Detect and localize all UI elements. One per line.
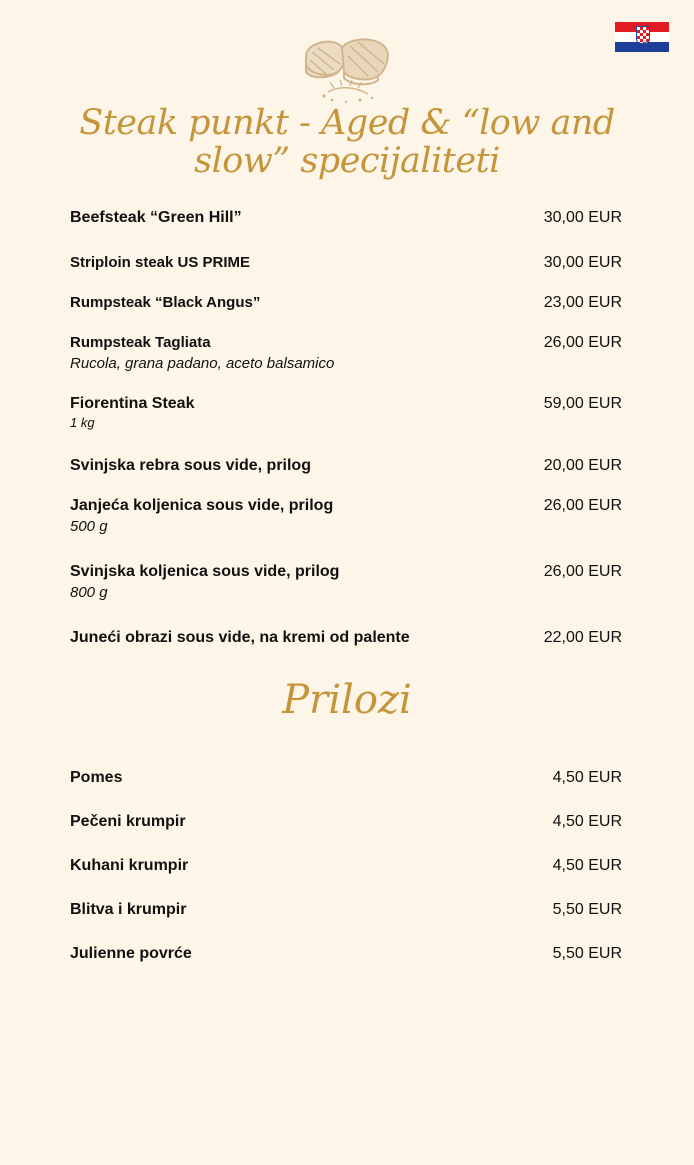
list-item <box>70 628 622 648</box>
item-price: 26,00 EUR <box>543 497 622 514</box>
item-price: 5,50 EUR <box>552 945 622 962</box>
item-price: 22,00 EUR <box>543 629 622 646</box>
list-item <box>70 394 622 432</box>
item-name: Rumpsteak “Black Angus” <box>70 294 261 311</box>
item-name: Pomes <box>70 769 123 786</box>
item-price: 23,00 EUR <box>543 294 622 311</box>
list-item <box>70 768 622 788</box>
item-price: 26,00 EUR <box>543 334 622 351</box>
item-price: 4,50 EUR <box>552 769 622 786</box>
item-description: Rucola, grana padano, aceto balsamico <box>70 355 335 372</box>
item-description: 1 kg <box>70 415 95 430</box>
list-item <box>70 293 622 313</box>
item-name: Janjeća koljenica sous vide, prilog <box>70 497 334 514</box>
item-name: Kuhani krumpir <box>70 857 189 874</box>
item-price: 30,00 EUR <box>543 209 622 226</box>
list-item <box>70 562 622 604</box>
item-price: 4,50 EUR <box>552 857 622 874</box>
item-price: 4,50 EUR <box>552 813 622 830</box>
list-item <box>70 496 622 538</box>
list-item <box>70 208 622 228</box>
item-price: 20,00 EUR <box>543 457 622 474</box>
flag-crest <box>636 26 650 44</box>
item-description: 500 g <box>70 518 108 535</box>
item-name: Fiorentina Steak <box>70 395 195 412</box>
item-name: Beefsteak “Green Hill” <box>70 209 242 226</box>
item-name: Blitva i krumpir <box>70 901 187 918</box>
item-price: 30,00 EUR <box>543 254 622 271</box>
list-item <box>70 856 622 876</box>
item-name: Svinjska koljenica sous vide, prilog <box>70 563 340 580</box>
list-item <box>70 456 622 476</box>
item-description: 800 g <box>70 584 108 601</box>
item-name: Juneći obrazi sous vide, na kremi od palente <box>70 629 410 646</box>
croatian-flag-icon[interactable] <box>615 22 669 52</box>
item-name: Julienne povrće <box>70 945 192 962</box>
item-price: 26,00 EUR <box>543 563 622 580</box>
list-item <box>70 944 622 964</box>
list-item <box>70 812 622 832</box>
item-name: Pečeni krumpir <box>70 813 186 830</box>
item-name: Striploin steak US PRIME <box>70 254 251 271</box>
item-name: Rumpsteak Tagliata <box>70 334 211 351</box>
steak-section-title: Steak punkt - Aged & “low and slow” specijaliteti <box>79 103 615 181</box>
item-name: Svinjska rebra sous vide, prilog <box>70 457 311 474</box>
steak-icon <box>298 34 396 106</box>
list-item <box>70 253 622 273</box>
list-item <box>70 333 622 375</box>
item-price: 59,00 EUR <box>543 395 622 412</box>
sides-section-title: Prilozi <box>282 677 412 723</box>
list-item <box>70 900 622 920</box>
item-price: 5,50 EUR <box>552 901 622 918</box>
